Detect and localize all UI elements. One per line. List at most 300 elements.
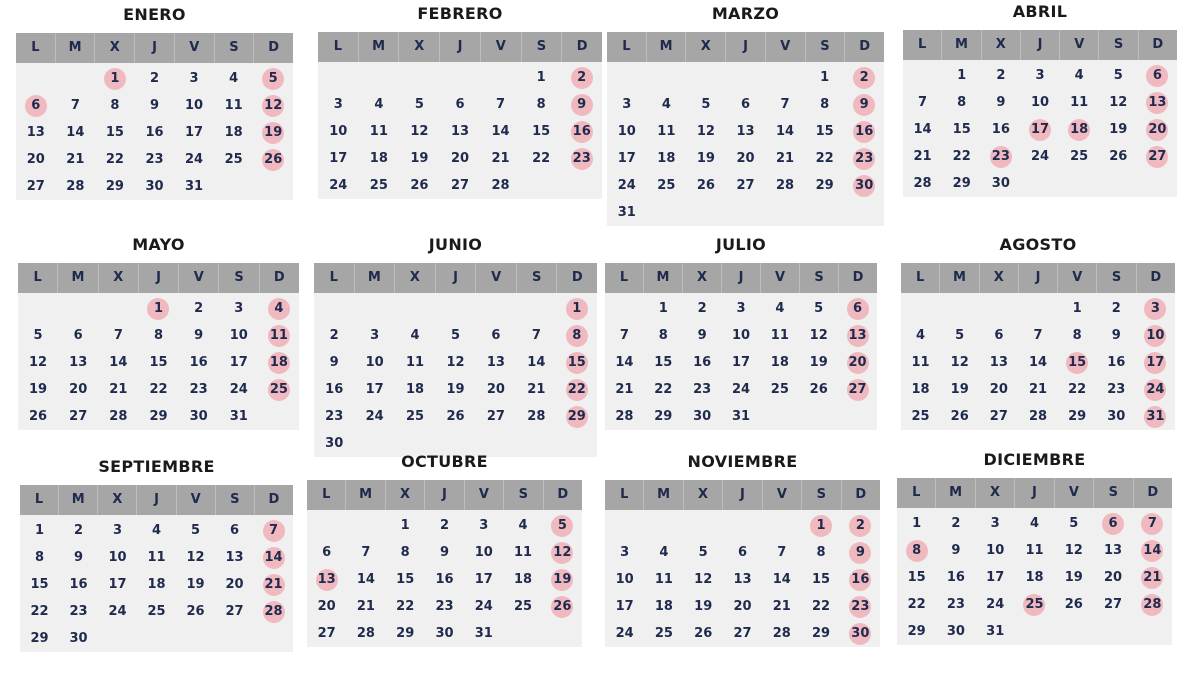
weekday-header (897, 478, 1172, 508)
weekday-label: X (395, 263, 436, 293)
day-cell (942, 116, 981, 143)
day-number: 17 (986, 569, 1005, 585)
day-number: 15 (396, 571, 415, 587)
weekday-label: D (859, 39, 871, 54)
day-cell (762, 566, 801, 593)
day-cell (386, 620, 425, 647)
day-number: 7 (777, 544, 787, 560)
day-cell (521, 91, 562, 118)
day-number: 19 (1109, 121, 1128, 137)
day-cell (1054, 591, 1093, 618)
day-cell (901, 376, 940, 403)
day-number: 12 (1064, 542, 1083, 558)
weekday-label: M (56, 33, 96, 63)
day-number: 7 (918, 94, 928, 110)
day-number: 15 (149, 354, 168, 370)
day-cell (1097, 403, 1136, 430)
weekday-header (605, 480, 880, 510)
day-number: 1 (1072, 300, 1082, 316)
day-number: 8 (816, 544, 826, 560)
day-cell (765, 91, 805, 118)
day-number: 11 (911, 354, 930, 370)
day-number: 22 (907, 596, 926, 612)
weekday-label: X (980, 263, 1019, 293)
weekday-label: X (399, 32, 440, 62)
holiday-day (259, 295, 299, 322)
day-cell (1060, 89, 1099, 116)
day-number: 24 (986, 596, 1005, 612)
day-number: 23 (849, 596, 871, 618)
weekday-label: M (942, 30, 981, 60)
day-cell (435, 403, 475, 430)
day-number: 2 (1111, 300, 1121, 316)
day-number: 26 (410, 177, 429, 193)
day-number: 13 (316, 569, 338, 591)
days-grid (16, 63, 293, 200)
day-number: 28 (109, 408, 128, 424)
weekday-label: M (355, 263, 396, 293)
empty-cell (765, 64, 805, 91)
weekday-label: S (1094, 478, 1133, 508)
day-number: 14 (615, 354, 634, 370)
day-number: 25 (911, 408, 930, 424)
day-number: 12 (446, 354, 465, 370)
day-cell (137, 544, 176, 571)
holiday-day (557, 295, 597, 322)
day-cell (1097, 295, 1136, 322)
holiday-day (801, 512, 840, 539)
day-number: 7 (496, 96, 506, 112)
day-number: 1 (104, 68, 126, 90)
day-number: 4 (661, 96, 671, 112)
holiday-day (844, 118, 884, 145)
holiday-day (981, 143, 1020, 170)
day-cell (1099, 62, 1138, 89)
day-number: 7 (1141, 513, 1163, 535)
month-diciembre (897, 450, 1172, 645)
weekday-label: J (722, 263, 761, 293)
day-cell (346, 566, 385, 593)
weekday-label: D (273, 270, 285, 285)
day-cell (135, 65, 175, 92)
day-number: 27 (847, 379, 869, 401)
day-number: 31 (229, 408, 248, 424)
day-cell (354, 322, 394, 349)
day-number: 12 (29, 354, 48, 370)
empty-cell (346, 512, 385, 539)
day-number: 28 (776, 177, 795, 193)
weekday-label: V (763, 480, 802, 510)
weekday-label: M (644, 263, 683, 293)
holiday-day (16, 92, 56, 119)
day-cell (138, 349, 178, 376)
day-cell (395, 376, 435, 403)
day-cell (936, 510, 975, 537)
weekday-label: X (99, 263, 139, 293)
day-number: 25 (657, 177, 676, 193)
weekday-label: V (177, 485, 216, 515)
month-junio (314, 235, 597, 457)
day-cell (805, 64, 845, 91)
day-cell (516, 376, 556, 403)
day-number: 7 (361, 544, 371, 560)
day-number: 24 (1030, 148, 1050, 164)
day-number: 5 (33, 327, 43, 343)
day-number: 17 (474, 571, 493, 587)
day-cell (683, 403, 722, 430)
day-number: 25 (224, 151, 243, 167)
empty-cell (644, 512, 683, 539)
day-cell (647, 145, 687, 172)
day-number: 9 (571, 94, 593, 116)
day-cell (135, 173, 175, 200)
day-number: 13 (225, 549, 244, 565)
day-number: 9 (149, 97, 159, 113)
day-cell (359, 172, 400, 199)
day-number: 29 (396, 625, 415, 641)
day-cell (979, 349, 1018, 376)
day-number: 23 (693, 381, 712, 397)
day-number: 3 (1144, 298, 1166, 320)
day-number: 9 (849, 542, 871, 564)
day-number: 15 (654, 354, 673, 370)
day-cell (59, 625, 98, 652)
day-number: 12 (410, 123, 429, 139)
day-cell (476, 322, 516, 349)
weekday-label: X (683, 263, 722, 293)
day-number: 7 (531, 327, 541, 343)
day-number: 12 (551, 542, 573, 564)
day-cell (395, 322, 435, 349)
day-number: 28 (527, 408, 546, 424)
holiday-day (138, 295, 178, 322)
day-cell (521, 64, 562, 91)
weekday-label: J (425, 480, 464, 510)
day-number: 22 (30, 603, 49, 619)
day-number: 6 (737, 544, 747, 560)
weekday-label: X (982, 30, 1021, 60)
weekday-label: S (216, 485, 255, 515)
day-cell (647, 172, 687, 199)
day-number: 25 (406, 408, 425, 424)
weekday-header (901, 263, 1175, 293)
day-number: 23 (189, 381, 208, 397)
day-number: 31 (731, 408, 751, 424)
day-cell (801, 566, 840, 593)
day-number: 21 (109, 381, 128, 397)
day-number: 30 (435, 625, 454, 641)
holiday-day (253, 146, 293, 173)
day-number: 18 (224, 124, 243, 140)
day-number: 23 (853, 148, 875, 170)
day-cell (942, 62, 981, 89)
day-cell (56, 119, 96, 146)
day-cell (942, 170, 981, 197)
day-number: 8 (820, 96, 830, 112)
holiday-day (561, 145, 602, 172)
weekday-label: L (607, 32, 647, 62)
weekday-label: D (557, 487, 569, 502)
day-number: 12 (694, 571, 713, 587)
day-cell (98, 598, 137, 625)
day-cell (1093, 591, 1132, 618)
day-number: 25 (1070, 148, 1089, 164)
day-number: 28 (1028, 408, 1048, 424)
day-number: 20 (1104, 569, 1123, 585)
day-cell (179, 376, 219, 403)
day-cell (901, 349, 940, 376)
days-grid (314, 293, 597, 457)
day-number: 30 (693, 408, 712, 424)
day-cell (137, 598, 176, 625)
day-cell (1099, 143, 1138, 170)
day-cell (215, 517, 254, 544)
holiday-day (254, 598, 293, 625)
weekday-label: S (219, 263, 259, 293)
day-number: 24 (474, 598, 493, 614)
day-cell (607, 172, 647, 199)
weekday-header (605, 263, 877, 293)
weekday-label: D (1152, 37, 1164, 52)
day-cell (644, 539, 683, 566)
day-cell (56, 173, 96, 200)
day-number: 21 (491, 150, 510, 166)
day-cell (722, 403, 761, 430)
day-cell (58, 376, 98, 403)
holiday-day (841, 539, 880, 566)
holiday-day (841, 620, 880, 647)
day-cell (1015, 564, 1054, 591)
day-number: 17 (1029, 119, 1051, 141)
empty-cell (686, 64, 726, 91)
day-number: 22 (654, 381, 673, 397)
day-number: 15 (105, 124, 124, 140)
day-number: 26 (1109, 148, 1128, 164)
day-number: 16 (325, 381, 344, 397)
day-number: 6 (73, 327, 83, 343)
day-cell (346, 539, 385, 566)
month-noviembre (605, 452, 880, 647)
day-number: 10 (986, 542, 1005, 558)
day-number: 6 (1146, 65, 1168, 87)
day-cell (605, 376, 644, 403)
day-cell (440, 118, 481, 145)
holiday-day (557, 322, 597, 349)
empty-cell (58, 295, 98, 322)
month-title: FEBRERO (417, 4, 503, 23)
day-cell (98, 403, 138, 430)
weekday-header (314, 263, 597, 293)
day-cell (174, 146, 214, 173)
days-grid (605, 510, 880, 647)
day-cell (354, 403, 394, 430)
day-cell (1093, 564, 1132, 591)
day-cell (138, 403, 178, 430)
day-number: 1 (147, 298, 169, 320)
weekday-label: J (1019, 263, 1058, 293)
day-number: 8 (110, 97, 120, 113)
day-number: 25 (369, 177, 388, 193)
day-number: 2 (849, 515, 871, 537)
day-cell (605, 566, 644, 593)
day-cell (179, 322, 219, 349)
day-number: 13 (486, 354, 505, 370)
day-cell (476, 349, 516, 376)
day-number: 25 (147, 603, 166, 619)
day-number: 31 (986, 623, 1005, 639)
day-cell (644, 295, 683, 322)
day-cell (903, 170, 942, 197)
day-number: 27 (989, 408, 1008, 424)
day-cell (219, 349, 259, 376)
day-cell (214, 146, 254, 173)
day-cell (503, 593, 542, 620)
day-number: 27 (450, 177, 470, 193)
day-cell (464, 512, 503, 539)
day-cell (1058, 295, 1097, 322)
day-cell (940, 376, 979, 403)
day-cell (354, 349, 394, 376)
day-number: 24 (229, 381, 248, 397)
day-cell (98, 349, 138, 376)
weekday-label: L (901, 263, 940, 293)
day-number: 14 (263, 547, 285, 569)
day-cell (20, 598, 59, 625)
day-number: 6 (847, 298, 869, 320)
day-number: 11 (770, 327, 789, 343)
day-cell (607, 145, 647, 172)
day-cell (138, 322, 178, 349)
day-cell (399, 145, 440, 172)
day-cell (307, 620, 346, 647)
day-cell (940, 403, 979, 430)
weekday-label: M (644, 480, 683, 510)
empty-cell (647, 64, 687, 91)
day-number: 21 (772, 598, 791, 614)
day-cell (503, 539, 542, 566)
day-number: 30 (1107, 408, 1126, 424)
day-number: 5 (814, 300, 824, 316)
day-number: 19 (410, 150, 429, 166)
day-number: 8 (566, 325, 588, 347)
day-number: 23 (946, 596, 965, 612)
holiday-day (95, 65, 135, 92)
day-cell (605, 539, 644, 566)
day-number: 9 (329, 354, 339, 370)
weekday-label: J (726, 32, 766, 62)
day-cell (20, 544, 59, 571)
day-number: 20 (486, 381, 505, 397)
day-number: 20 (69, 381, 88, 397)
day-number: 10 (365, 354, 384, 370)
day-number: 4 (1029, 515, 1039, 531)
day-cell (179, 349, 219, 376)
day-number: 17 (185, 124, 204, 140)
day-cell (723, 539, 762, 566)
day-number: 7 (780, 96, 790, 112)
day-number: 14 (1028, 354, 1048, 370)
day-cell (1015, 510, 1054, 537)
day-number: 19 (950, 381, 969, 397)
weekday-label: S (522, 32, 563, 62)
day-cell (760, 376, 799, 403)
month-title: AGOSTO (999, 235, 1077, 254)
day-number: 31 (185, 178, 204, 194)
day-number: 20 (225, 576, 244, 592)
weekday-label: M (936, 478, 975, 508)
day-number: 4 (916, 327, 926, 343)
month-title: SEPTIEMBRE (98, 457, 215, 476)
month-title: JULIO (715, 235, 767, 254)
day-number: 21 (1028, 381, 1048, 397)
day-number: 3 (234, 300, 244, 316)
day-number: 8 (906, 540, 928, 562)
month-febrero (318, 4, 602, 199)
day-cell (760, 322, 799, 349)
day-cell (16, 173, 56, 200)
day-cell (644, 566, 683, 593)
day-number: 29 (815, 177, 834, 193)
day-number: 19 (694, 598, 713, 614)
weekday-label: L (16, 33, 56, 63)
day-number: 10 (185, 97, 204, 113)
day-number: 20 (989, 381, 1008, 397)
holiday-day (543, 539, 582, 566)
day-number: 21 (913, 148, 932, 164)
weekday-label: J (723, 480, 762, 510)
day-cell (214, 65, 254, 92)
day-number: 25 (514, 598, 533, 614)
day-number: 30 (189, 408, 208, 424)
days-grid (318, 62, 602, 199)
day-number: 18 (406, 381, 425, 397)
empty-cell (940, 295, 979, 322)
day-number: 30 (946, 623, 965, 639)
day-number: 3 (622, 96, 632, 112)
holiday-day (1093, 510, 1132, 537)
day-number: 3 (112, 522, 123, 538)
days-grid (307, 510, 582, 647)
holiday-day (1060, 116, 1099, 143)
day-number: 15 (907, 569, 926, 585)
month-octubre (307, 452, 582, 647)
day-cell (976, 591, 1015, 618)
day-number: 29 (566, 406, 588, 428)
day-number: 24 (615, 625, 634, 641)
day-number: 4 (659, 544, 669, 560)
day-cell (314, 403, 354, 430)
weekday-label: X (386, 480, 425, 510)
day-number: 11 (1025, 542, 1044, 558)
day-cell (464, 593, 503, 620)
day-number: 20 (733, 598, 752, 614)
day-cell (722, 322, 761, 349)
day-cell (722, 295, 761, 322)
empty-cell (723, 512, 762, 539)
day-number: 2 (853, 67, 875, 89)
day-number: 16 (946, 569, 965, 585)
day-number: 19 (446, 381, 465, 397)
weekday-header (318, 32, 602, 62)
day-number: 4 (518, 517, 528, 533)
day-number: 5 (450, 327, 460, 343)
day-cell (805, 91, 845, 118)
day-cell (137, 517, 176, 544)
holiday-day (557, 403, 597, 430)
weekday-label: M (359, 32, 400, 62)
day-cell (464, 539, 503, 566)
month-title: ENERO (123, 5, 186, 24)
